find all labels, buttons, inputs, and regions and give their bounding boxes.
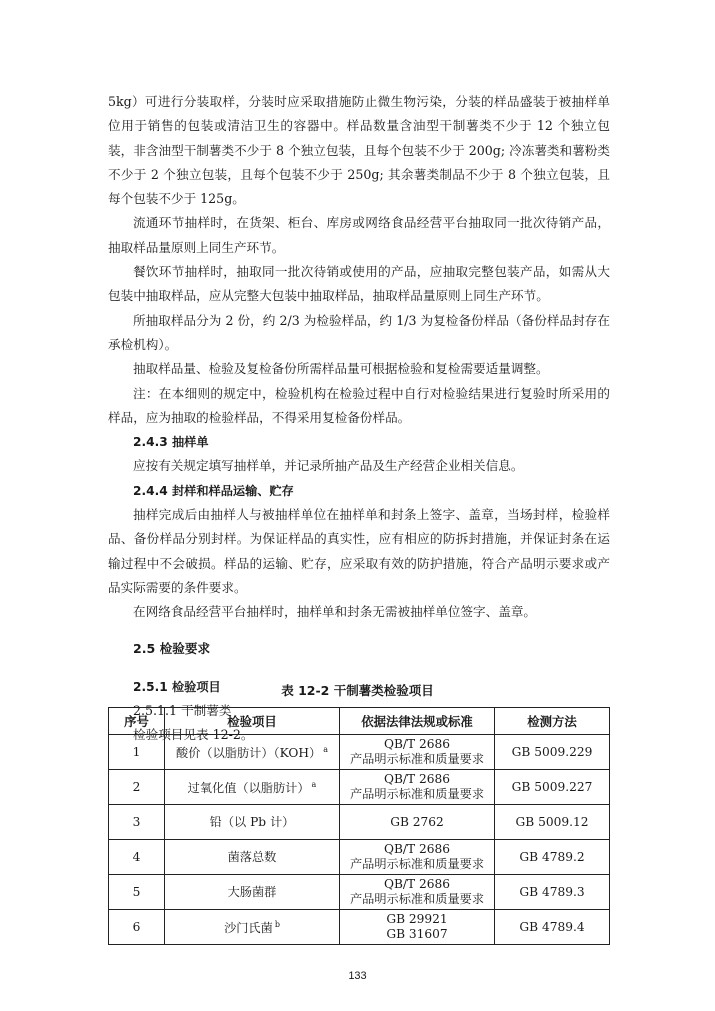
table-row	[109, 770, 610, 805]
cell-basis	[340, 910, 495, 945]
paragraph-sealing: 抽样完成后由抽样人与被抽样单位在抽样单和封条上签字、盖章，当场封样，检验样品、备份样品分别封样。为保证样品的真实性，应有相应的防拆封措施，并保证封条在运输过程中不会破损。样品的运输、贮存，应采取有效的防护措施，符合产品明示要求或产品实际需要的条件要求。	[108, 507, 610, 595]
page-number: 133	[348, 970, 367, 982]
cell-basis	[340, 805, 495, 840]
cell-basis	[340, 875, 495, 910]
cell-basis	[340, 840, 495, 875]
table-row	[109, 875, 610, 910]
heading-2-5-1: 2.5.1 检验项目	[133, 679, 221, 694]
cell-method: GB 4789.2	[495, 840, 610, 875]
table-row	[109, 840, 610, 875]
basis-line-2: 产品明示标准和质量要求	[349, 787, 485, 801]
basis-line-1: GB 29921	[386, 912, 448, 926]
item-text: 酸价（以脂肪计）（KOH）	[176, 746, 322, 761]
cell-item	[165, 840, 340, 875]
paragraph-see-table: 检验项目见表 12-2。	[133, 727, 254, 743]
item-text: 沙门氏菌	[224, 921, 273, 936]
header-method: 检测方法	[495, 708, 610, 735]
cell-item	[165, 735, 340, 770]
cell-method: GB 5009.12	[495, 805, 610, 840]
cell-no: 5	[109, 875, 165, 910]
basis-line-2: 产品明示标准和质量要求	[349, 892, 485, 906]
paragraph-adjust-quantity: 抽取样品量、检验及复检备份所需样品量可根据检验和复检需要适量调整。	[133, 361, 549, 377]
basis-line-1: QB/T 2686	[383, 842, 451, 856]
header-basis: 依据法律法规或标准	[340, 708, 495, 735]
heading-2-4-4: 2.4.4 封样和样品运输、贮存	[133, 483, 294, 498]
cell-basis	[340, 770, 495, 805]
cell-item	[165, 875, 340, 910]
item-text: 菌落总数	[227, 849, 277, 864]
table-row	[109, 805, 610, 840]
cell-no: 2	[109, 770, 165, 805]
paragraph-catering: 餐饮环节抽样时，抽取同一批次待销或使用的产品，应抽取完整包装产品，如需从大包装中抽取样品，应从完整大包装中抽取样品，抽取样品量原则上同生产环节。	[108, 264, 610, 304]
paragraph-sampling-quantity: 5kg）可进行分装取样，分装时应采取措施防止微生物污染，分装的样品盛装于被抽样单位用于销售的包装或清洁卫生的容器中。样品数量含油型干制薯类不少于 12 个独立包装，非含油型干制薯类不少于 8 个独立包装，且每个包装不少于 200g; 冷冻薯类和薯粉类不少于 2 个独立包装，且每个包装不少于 250g; 其余薯类制品不少于 8 个独立包装，且每个包装不少于 125g。	[108, 94, 610, 207]
table-header-row	[109, 708, 610, 735]
paragraph-sample-split: 所抽取样品分为 2 份，约 2/3 为检验样品，约 1/3 为复检备份样品（备份样品封存在承检机构）。	[108, 312, 610, 352]
footnote-mark: a	[311, 780, 317, 790]
table-row	[109, 735, 610, 770]
cell-method: GB 4789.4	[495, 910, 610, 945]
table-caption: 表 12-2 干制薯类检验项目	[281, 683, 434, 698]
cell-no: 4	[109, 840, 165, 875]
footnote-mark: b	[274, 920, 280, 930]
cell-method: GB 5009.229	[495, 735, 610, 770]
cell-item	[165, 910, 340, 945]
cell-no: 6	[109, 910, 165, 945]
paragraph-circulation: 流通环节抽样时，在货架、柜台、库房或网络食品经营平台抽取同一批次待销产品，抽取样品量原则上同生产环节。	[108, 215, 610, 255]
cell-item	[165, 770, 340, 805]
cell-basis	[340, 735, 495, 770]
cell-item	[165, 805, 340, 840]
footnote-mark: a	[323, 745, 328, 755]
paragraph-note: 注：在本细则的规定中，检验机构在检验过程中自行对检验结果进行复验时所采用的样品，应为抽取的检验样品，不得采用复检备份样品。	[108, 385, 610, 425]
inspection-items-table	[108, 707, 610, 945]
body-text	[108, 90, 610, 748]
item-text: 铅（以 Pb 计）	[209, 814, 295, 829]
basis-line-1: QB/T 2686	[383, 772, 451, 786]
heading-2-4-3: 2.4.3 抽样单	[133, 435, 209, 450]
heading-2-5: 2.5 检验要求	[133, 640, 211, 656]
basis-line-1: QB/T 2686	[383, 877, 451, 891]
item-text: 大肠菌群	[227, 884, 277, 899]
basis-line-2: GB 31607	[386, 927, 448, 941]
header-item: 检验项目	[165, 708, 340, 735]
cell-no: 1	[109, 735, 165, 770]
basis-line-1: QB/T 2686	[383, 737, 451, 751]
cell-no: 3	[109, 805, 165, 840]
paragraph-sampling-form: 应按有关规定填写抽样单，并记录所抽产品及生产经营企业相关信息。	[133, 458, 524, 474]
item-text: 过氧化值（以脂肪计）	[187, 781, 310, 796]
table-row	[109, 910, 610, 945]
subheading-2-5-1-1: 2.5.1.1 干制薯类	[133, 703, 232, 719]
header-no: 序号	[109, 708, 165, 735]
cell-method: GB 5009.227	[495, 770, 610, 805]
paragraph-online-platform: 在网络食品经营平台抽样时，抽样单和封条无需被抽样单位签字、盖章。	[133, 604, 536, 620]
basis-line-2: 产品明示标准和质量要求	[349, 857, 485, 871]
cell-method: GB 4789.3	[495, 875, 610, 910]
basis-line-2: 产品明示标准和质量要求	[349, 752, 485, 766]
basis-line-1: GB 2762	[390, 814, 444, 829]
